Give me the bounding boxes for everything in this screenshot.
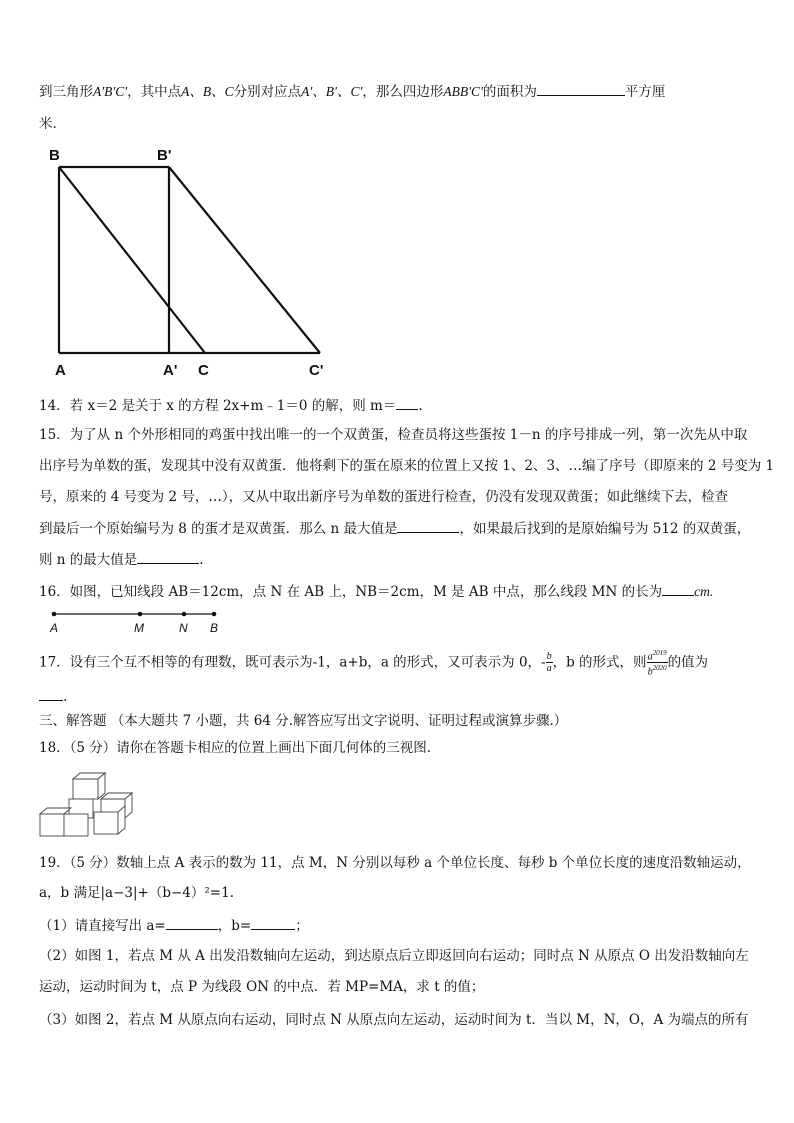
- segment-b-prime-c-prime: [169, 167, 320, 353]
- q14-answer-blank: [396, 395, 418, 410]
- point-n: [182, 612, 187, 617]
- label-c-prime: C': [309, 362, 324, 379]
- q16: [39, 581, 756, 602]
- q15-text-a: 到最后一个原始编号为 8 的蛋才是双黄蛋．那么 n 最大值是: [39, 521, 398, 537]
- frac2-den-exp: 2020: [652, 664, 667, 673]
- section3-heading: 三、解答题 （本大题共 7 小题，共 64 分.解答应写出文字说明、证明过程或演算步骤.）: [39, 713, 568, 729]
- point-b: [212, 612, 217, 617]
- point-m: [138, 612, 143, 617]
- q17-line1: [39, 648, 756, 678]
- q18-cube-figure: [38, 770, 138, 840]
- cube-bot-3: [94, 812, 118, 834]
- q17-answer-blank: [39, 686, 63, 701]
- q15-text-b: ，如果最后找到的是原始编号为 512 的双黄蛋，: [459, 521, 751, 537]
- q17-fraction-power: [647, 648, 668, 678]
- q17-text-a: 17．设有三个互不相等的有理数，既可表示为-1，a+b，a 的形式，又可表示为 0，-: [39, 654, 546, 671]
- q15-blank-2: [137, 549, 199, 564]
- frac2-num-exp: 2019: [652, 649, 667, 657]
- q13-text-f: 平方厘: [624, 84, 666, 100]
- label-b-prime: B': [157, 147, 172, 164]
- q13-answer-blank: [537, 81, 625, 96]
- q13-text-c: 分别对应点: [233, 84, 302, 100]
- frac2-num-base: a: [647, 651, 653, 663]
- segment-bc: [59, 167, 205, 353]
- q15-text-c: 则 n 的最大值是: [39, 552, 138, 568]
- q19-part3: （3）如图 2，若点 M 从原点向右运动，同时点 N 从原点向左运动，运动时间为 t．当以 M，N，O，A 为端点的所有: [39, 1012, 749, 1028]
- cube-bot-1: [40, 814, 64, 836]
- point-a: [52, 612, 57, 617]
- q19-p1-text-a: （1）请直接写出 a=: [39, 918, 166, 934]
- frac-num: b: [546, 651, 552, 663]
- q19-blank-b: [251, 915, 295, 930]
- q16-answer-blank: [662, 581, 694, 596]
- q13-text-a: 到三角形: [39, 84, 93, 100]
- q13-line2: 米.: [39, 116, 57, 132]
- q15-line4: [39, 518, 756, 539]
- label-a: A: [50, 621, 59, 635]
- q15-line3: 号，原来的 4 号变为 2 号，…），又从中取出新序号为单数的蛋进行检查，仍没有发现双黄蛋；如此继续下去，检查: [39, 489, 729, 505]
- q19-part1: [39, 915, 756, 936]
- q14-text: 14．若 x＝2 是关于 x 的方程 2x+m﹣1＝0 的解，则 m＝: [39, 398, 397, 414]
- q16-text: 16．如图，已知线段 AB＝12cm，点 N 在 AB 上，NB＝2cm，M 是 AB 中点，那么线段 MN 的长为: [39, 584, 663, 600]
- q13-text-d: ，那么四边形: [362, 84, 444, 100]
- frac2-den-base: b: [647, 666, 653, 678]
- q17-line2: [39, 686, 756, 707]
- q16-unit: cm.: [694, 584, 714, 599]
- q13-quad: ABB'C': [443, 84, 483, 99]
- q13-triangle: A'B'C': [93, 84, 128, 99]
- label-b: B: [210, 621, 219, 635]
- q15-line5: [39, 549, 756, 570]
- q17-end: .: [63, 689, 68, 705]
- q13-text-b: ，其中点: [127, 84, 182, 100]
- label-m: M: [134, 621, 144, 635]
- frac2-num: [647, 648, 668, 663]
- q19-p1-text-b: ，b=: [217, 918, 252, 934]
- cube-bot-lid: [40, 808, 71, 814]
- q14: [39, 395, 756, 416]
- frac2-den: [647, 663, 668, 677]
- q15-line2: 出序号为单数的蛋，发现其中没有双黄蛋．他将剩下的蛋在原来的位置上又按 1、2、3、…编了序号（即原来的 2 号变为 1: [39, 458, 775, 474]
- label-a: A: [55, 362, 66, 379]
- label-a-prime: A': [163, 362, 178, 379]
- q13-figure: [45, 143, 345, 383]
- q15-blank-1: [397, 518, 459, 533]
- frac-den: a: [546, 663, 552, 675]
- q17-text-b: ，b 的形式，则: [552, 654, 647, 671]
- q19-part2-line1: （2）如图 1，若点 M 从 A 出发沿数轴向左运动，到达原点后立即返回向右运动；同时点 N 从原点 O 出发沿数轴向左: [39, 948, 749, 964]
- q13-text-e: 的面积为: [482, 84, 537, 100]
- label-c: C: [198, 362, 209, 379]
- q15-text-d: .: [199, 552, 204, 568]
- cube-bot-2: [64, 814, 88, 836]
- q15-line1: 15．为了从 n 个外形相同的鸡蛋中找出唯一的一个双黄蛋，检查员将这些蛋按 1－n 的序号排成一列，第一次先从中取: [39, 427, 748, 443]
- q13-points-prime: A'、B'、C': [301, 84, 363, 99]
- q13-line1: [39, 81, 756, 102]
- q17-fraction-b-over-a: [546, 651, 553, 674]
- q19-blank-a: [166, 915, 218, 930]
- q19-line2: a，b 满足|a−3|+（b−4）²=1.: [39, 885, 234, 901]
- q19-p1-text-c: ；: [295, 918, 309, 934]
- q19-line1: 19．（5 分）数轴上点 A 表示的数为 11，点 M，N 分别以每秒 a 个单位长度、每秒 b 个单位长度的速度沿数轴运动，: [39, 855, 751, 871]
- q16-segment-figure: [44, 606, 234, 636]
- q14-end: .: [418, 398, 423, 414]
- q17-text-c: 的值为: [667, 654, 709, 671]
- q13-points: A、B、C: [181, 84, 234, 99]
- cube-top-front: [73, 779, 98, 799]
- q19-part2-line2: 运动，运动时间为 t，点 P 为线段 ON 的中点．若 MP=MA，求 t 的值；: [39, 979, 485, 995]
- label-b: B: [49, 147, 60, 164]
- q18: 18．（5 分）请你在答题卡相应的位置上画出下面几何体的三视图.: [39, 740, 432, 756]
- label-n: N: [179, 621, 188, 635]
